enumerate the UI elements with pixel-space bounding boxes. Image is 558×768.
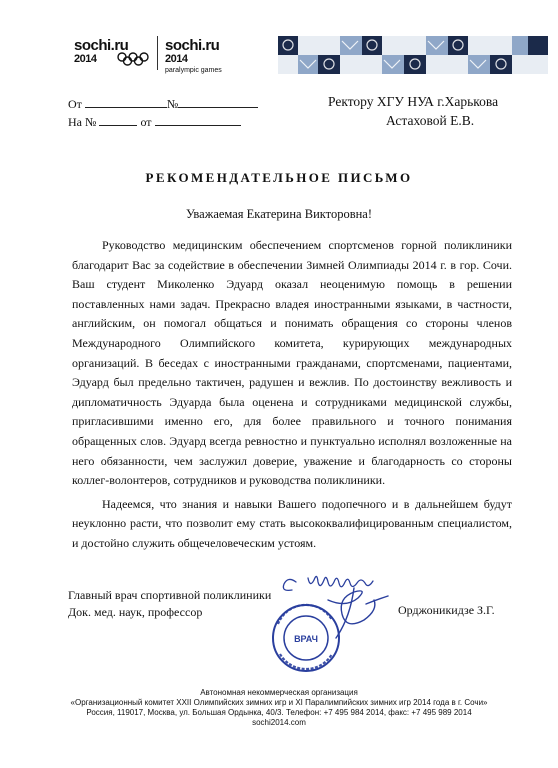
reference-line-incoming [68,114,241,130]
reference-line-outgoing [68,96,258,112]
logo-olympic-year: 2014 [74,53,97,65]
logo-para-year: 2014 [165,53,188,65]
olympic-rings-icon [116,52,150,66]
official-stamp [273,605,339,671]
letter-greeting: Уважаемая Екатерина Викторовна! [185,207,373,221]
ref-on-blank [99,114,137,126]
handwritten-signature [328,588,388,638]
footer-line-3: Россия, 119017, Москва, ул. Большая Ордынка, 40/3. Телефон: +7 495 984 2014, факс: +7 495 989 2014 [86,708,472,717]
stamp-center-text: ВРАЧ [294,634,318,644]
ref-date-label: от [140,115,152,129]
letter-paragraph-1: Руководство медицинским обеспечением спортсменов горной поликлиники благодарит Вас за содействие в обеспечении Зимней Олимпиады 2014 г. в гор. Сочи. Ваш студент Миколенко Эдуард оказал неоценимую помощь в решении поставленных нами задач. Прекрасно владея иностранными языками, в частности, английским, он помогал общаться и понимать обращения со стороны членов Международного Олимпийского комитета, курирующих международных организаций. В беседах с иностранными гражданами, спортсменами, пациентами, Эдуард был предельно тактичен, радушен и вежлив. По достоинству вежливость и дипломатичность Эдуарда была оценена и сотрудниками медицинской службы, пригласившими именно его, для более правильного и точного понимания обращенных слов. Эдуард всегда ревностно и пунктуально исполнял возложенные на него обязанности, чем заслужил доверие, уважение и благодарность со стороны коллег-волонтеров, сотрудников и руководства поликлиники. [72,238,512,488]
logo-para-subtitle: paralympic games [165,67,222,74]
sochi-2014-paralympic-logo [165,38,219,65]
ref-from-label: От [68,97,82,111]
logo-olympic-top: sochi.ru [74,37,129,54]
footer-line-2: «Организационный комитет XXII Олимпийских зимних игр и XI Паралимпийских зимних игр 2014 года в г. Сочи» [70,698,488,707]
stamp-and-signature [258,562,418,674]
letter-body [72,236,512,554]
signatory-position-1: Главный врач спортивной поликлиники [68,588,272,602]
signatory-name: Орджоникидзе З.Г. [398,603,495,617]
recipient-line-2: Астаховой Е.В. [386,113,475,128]
ref-on-label: На № [68,115,97,129]
ref-date-blank [155,114,241,126]
signatory-position-2: Док. мед. наук, профессор [68,605,203,619]
logo-divider [157,36,158,70]
footer-line-4: sochi2014.com [252,718,306,727]
handwritten-note-scribble [283,576,373,590]
footer-line-1: Автономная некоммерческая организация [200,688,358,697]
letter-paragraph-2: Надеемся, что знания и навыки Вашего подопечного и в дальнейшем будут неуклонно расти, что позволит ему стать высококвалифицированным специалистом, и достойно служить общечеловеческим устоям. [72,496,512,550]
sochi-patchwork-pattern [278,36,548,74]
ref-from-blank [85,96,167,108]
ref-no-label: № [166,97,179,111]
ref-no-blank [178,96,258,108]
recipient-line-1: Ректору ХГУ НУА г.Харькова [328,94,499,109]
logo-para-top: sochi.ru [165,37,220,54]
letter-title: РЕКОМЕНДАТЕЛЬНОЕ ПИСЬМО [145,170,413,185]
